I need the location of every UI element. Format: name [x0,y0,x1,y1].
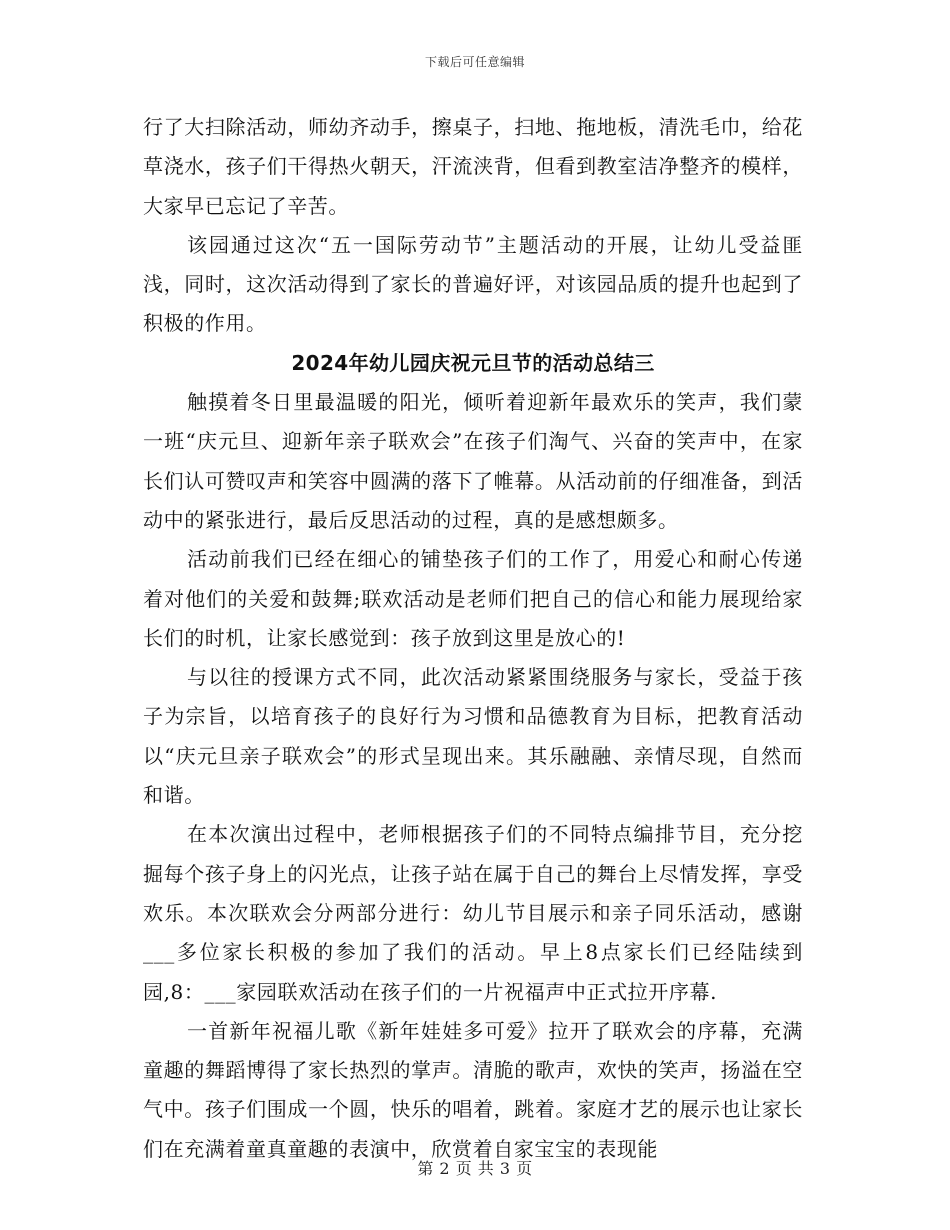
paragraph-opening-song: 一首新年祝福儿歌《新年娃娃多可爱》拉开了联欢会的序幕，充满童趣的舞蹈博得了家长热烈的掌声。清脆的歌声，欢快的笑声，扬溢在空气中。孩子们围成一个圆，快乐的唱着，跳着。家庭才艺的展示也让家长们在充满着童真童趣的表演中，欣赏着自家宝宝的表现能 [143,1018,803,1161]
paragraph-purpose: 与以往的授课方式不同，此次活动紧紧围绕服务与家长，受益于孩子为宗旨，以培育孩子的良好行为习惯和品德教育为目标，把教育活动以“庆元旦亲子联欢会”的形式呈现出来。其乐融融、亲情尽现，自然而和谐。 [143,665,803,808]
document-body [143,108,803,1169]
paragraph-labor-day-summary: 该园通过这次“五一国际劳动节”主题活动的开展，让幼儿受益匪浅，同时，这次活动得到了家长的普遍好评，对该园品质的提升也起到了积极的作用。 [143,232,803,336]
paragraph-performance: 在本次演出过程中，老师根据孩子们的不同特点编排节目，充分挖掘每个孩子身上的闪光点，让孩子站在属于自己的舞台上尽情发挥，享受欢乐。本次联欢会分两部分进行：幼儿节目展示和亲子同乐活动，感谢___多位家长积极的参加了我们的活动。早上8点家长们已经陆续到园,8：___家园联欢活动在孩子们的一片祝福声中正式拉开序幕. [143,822,803,1004]
page-number-footer: 第 2 页 共 3 页 [417,1159,533,1178]
page-header-note: 下载后可任意编辑 [424,55,525,69]
paragraph-cleanup-continuation: 行了大扫除活动，师幼齐动手，擦桌子，扫地、拖地板，清洗毛巾，给花草浇水，孩子们干得热火朝天，汗流浃背，但看到教室洁净整齐的模样，大家早已忘记了辛苦。 [143,115,803,218]
section-heading: 2024年幼儿园庆祝元旦节的活动总结三 [291,350,655,375]
paragraph-intro: 触摸着冬日里最温暖的阳光，倾听着迎新年最欢乐的笑声，我们蒙一班“庆元旦、迎新年亲子联欢会”在孩子们淘气、兴奋的笑声中，在家长们认可赞叹声和笑容中圆满的落下了帷幕。从活动前的仔细准备，到活动中的紧张进行，最后反思活动的过程，真的是感想颇多。 [143,390,803,532]
paragraph-preparation: 活动前我们已经在细心的铺垫孩子们的工作了，用爱心和耐心传递着对他们的关爱和鼓舞;联欢活动是老师们把自己的信心和能力展现给家长们的时机，让家长感觉到：孩子放到这里是放心的! [143,547,803,650]
